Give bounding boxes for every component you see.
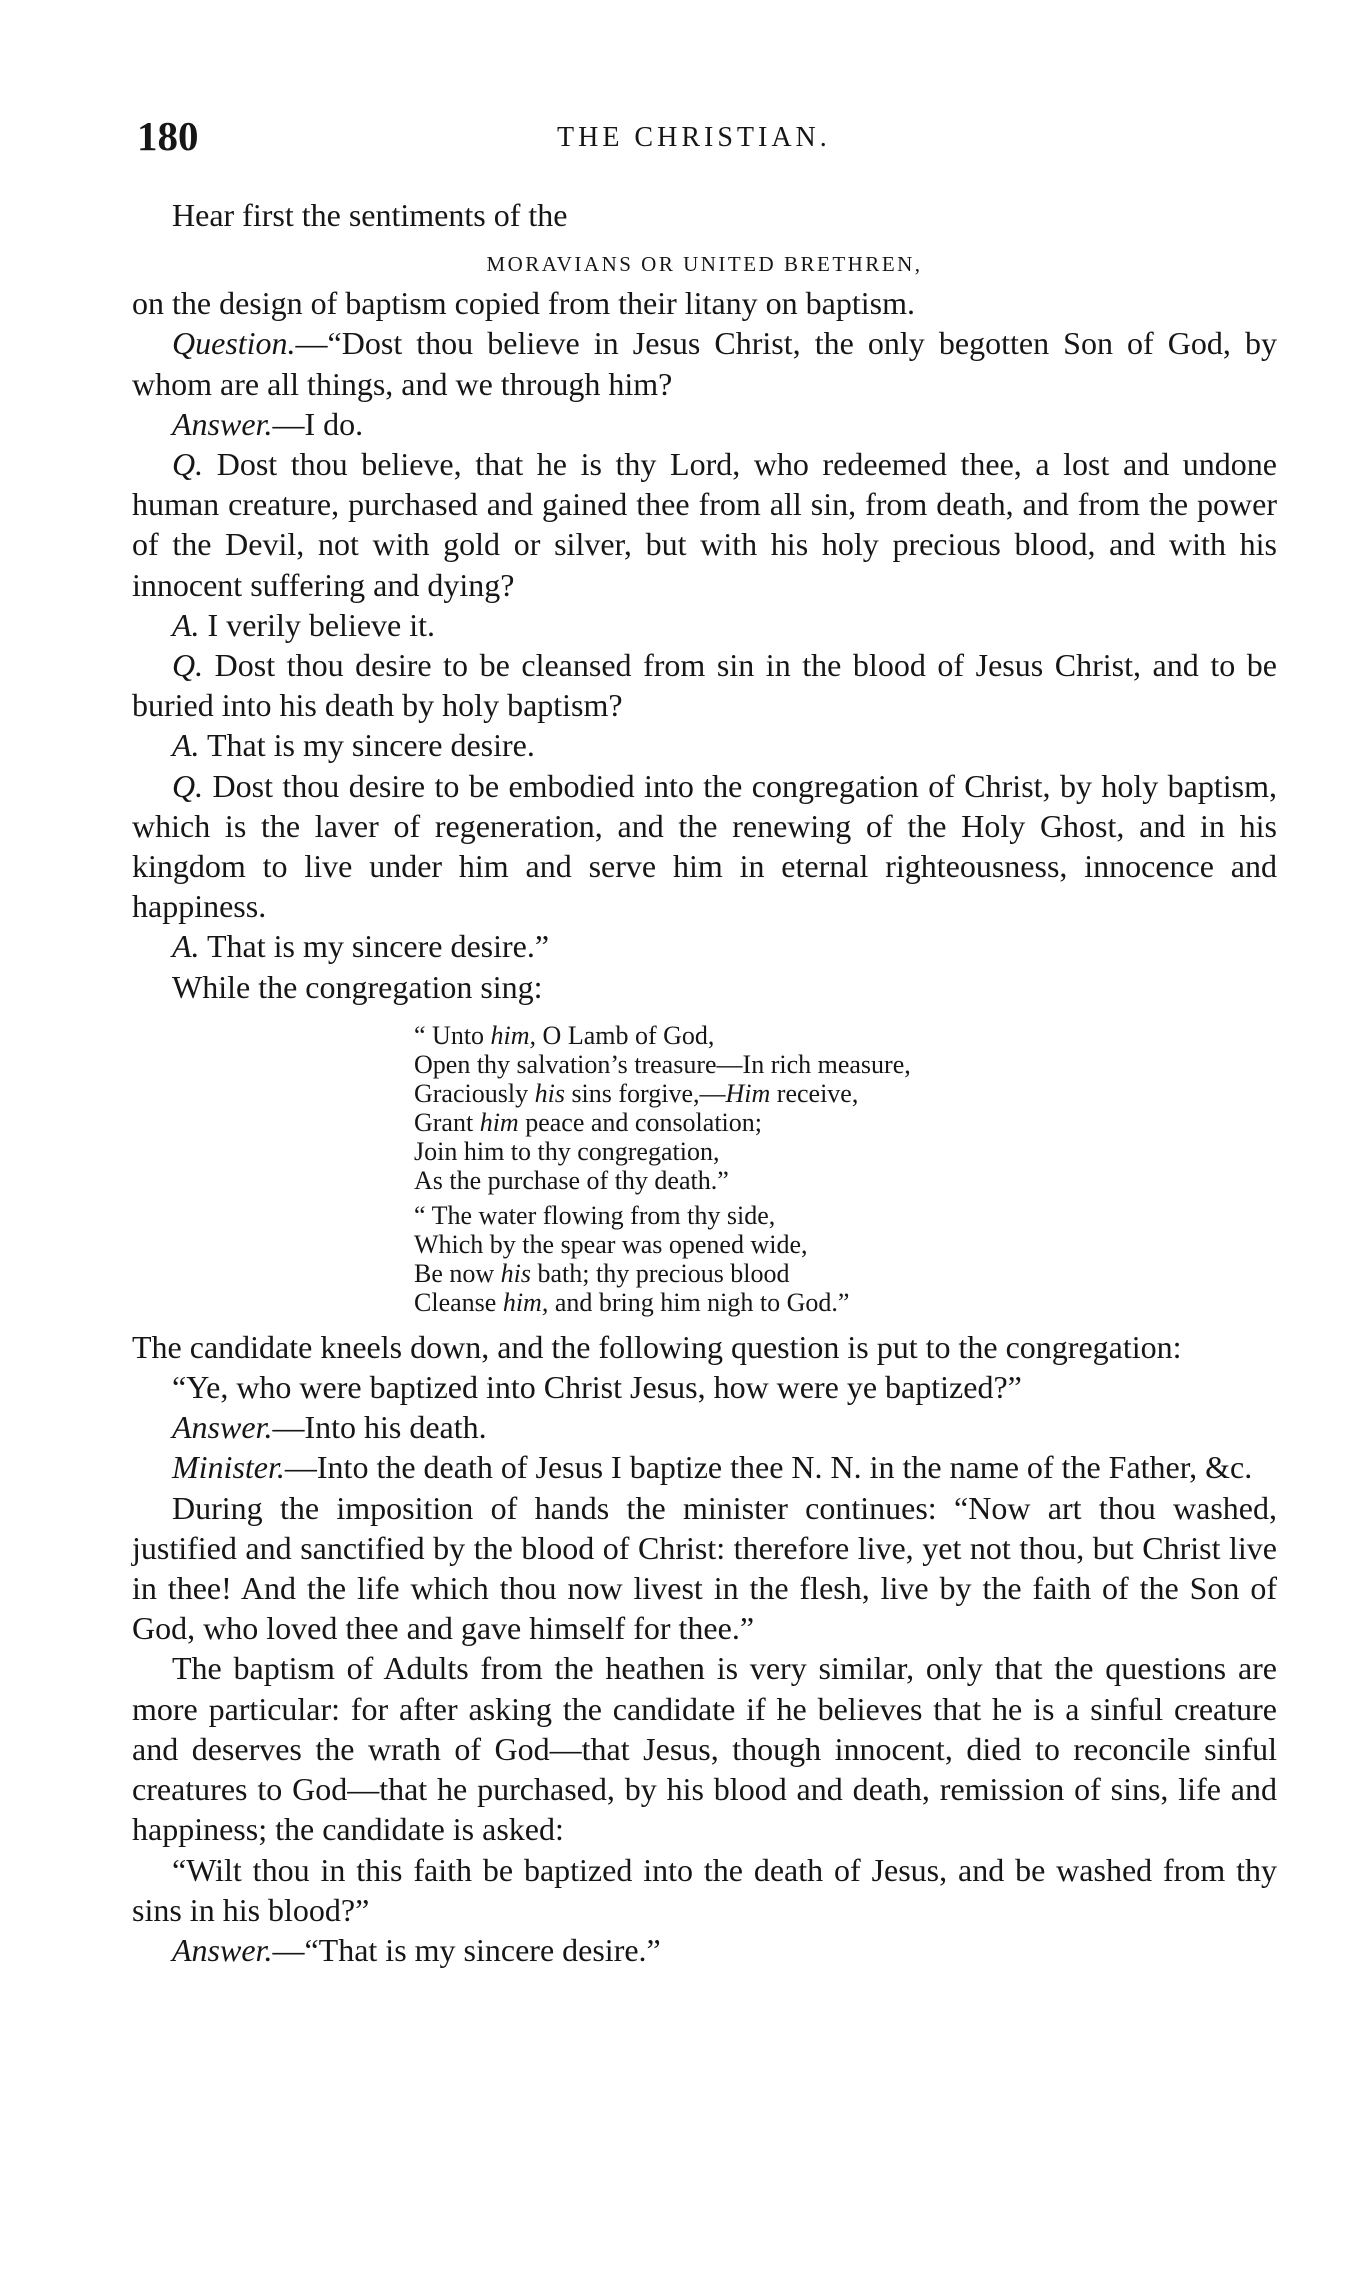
hymn-text: “ Unto — [414, 1020, 491, 1050]
paragraph — [132, 725, 1277, 765]
hymn-text: As the purchase of thy death.” — [414, 1165, 729, 1195]
hymn-emphasis: him, — [490, 1020, 537, 1050]
paragraph — [132, 1407, 1277, 1447]
paragraph — [132, 1648, 1277, 1849]
hymn-text: Cleanse — [414, 1287, 503, 1317]
speaker-label: Minister. — [172, 1449, 285, 1486]
hymn — [414, 1021, 1277, 1317]
paragraph-text: That is my sincere desire.” — [199, 928, 550, 965]
hymn-emphasis: his — [500, 1258, 532, 1288]
intro-line: Hear first the sentiments of the — [172, 197, 568, 233]
paragraph-text: —Into his death. — [272, 1409, 487, 1446]
speaker-label: Answer. — [172, 1931, 273, 1968]
hymn-line — [414, 1288, 1277, 1317]
litany-paragraphs — [132, 283, 1277, 1007]
hymn-text: Join him to thy congregation, — [414, 1136, 720, 1166]
hymn-text: Which by the spear was opened wide, — [414, 1229, 808, 1259]
paragraph — [132, 1488, 1277, 1649]
hymn-line — [414, 1079, 1277, 1108]
speaker-label: A. — [172, 727, 200, 764]
speaker-label: Q. — [172, 446, 204, 483]
paragraph — [132, 283, 1277, 323]
hymn-line — [414, 1166, 1277, 1195]
paragraph-text: —I do. — [272, 405, 364, 442]
paragraph — [132, 605, 1277, 645]
paragraph — [132, 1367, 1277, 1407]
paragraph-text: “Ye, who were baptized into Christ Jesus, how were ye baptized?” — [172, 1369, 1022, 1406]
paragraph-text: —Into the death of Jesus I baptize thee N. N. in the name of the Father, &c. — [284, 1449, 1253, 1486]
hymn-emphasis: him, — [502, 1287, 549, 1317]
paragraph — [132, 1327, 1277, 1367]
speaker-label: Q. — [172, 767, 204, 804]
paragraph — [132, 926, 1277, 966]
speaker-label: A. — [172, 606, 200, 643]
speaker-label: Question. — [172, 325, 296, 362]
paragraph-text: The baptism of Adults from the heathen is very similar, only that the questions are more particular: for after asking the candidate if he believes that he is a sinful creature and deserves the wrath of God—that Jesus, though innocent, died to reconcile sinful creatures to God—that he purchased, by his blood and death, remission of sins, life and happiness; the candidate is asked: — [132, 1650, 1277, 1848]
hymn-text: Graciously — [414, 1078, 535, 1108]
paragraph — [132, 967, 1277, 1007]
speaker-label: A. — [172, 928, 200, 965]
paragraph — [132, 1930, 1277, 1970]
paragraph — [132, 1447, 1277, 1487]
hymn-text: bath; thy precious blood — [531, 1258, 790, 1288]
speaker-label: Answer. — [172, 1409, 273, 1446]
paragraph — [132, 645, 1277, 725]
hymn-line — [414, 1108, 1277, 1137]
hymn-text: Open thy salvation’s treasure—In rich measure, — [414, 1049, 911, 1079]
section-heading: MORAVIANS OR UNITED BRETHREN, — [486, 252, 923, 277]
hymn-emphasis: him — [479, 1107, 519, 1137]
speaker-label: Q. — [172, 647, 204, 684]
hymn-line — [414, 1201, 1277, 1230]
paragraph-text: “Wilt thou in this faith be baptized into the death of Jesus, and be washed from thy sins in his blood?” — [132, 1851, 1277, 1928]
hymn-line — [414, 1230, 1277, 1259]
paragraph — [132, 404, 1277, 444]
hymn-line — [414, 1137, 1277, 1166]
paragraph-text: —“Dost thou believe in Jesus Christ, the only begotten Son of God, by whom are all things, and we through him? — [132, 325, 1277, 402]
hymn-emphasis: his — [534, 1078, 565, 1108]
hymn-text: Be now — [414, 1258, 501, 1288]
hymn-text: Grant — [414, 1107, 480, 1137]
paragraph — [132, 444, 1277, 605]
paragraph-text: on the design of baptism copied from their litany on baptism. — [132, 285, 915, 322]
paragraph-text: While the congregation sing: — [172, 968, 543, 1005]
hymn-text: and bring him nigh to God.” — [548, 1287, 850, 1317]
paragraph-text: That is my sincere desire. — [199, 727, 535, 764]
hymn-line — [414, 1050, 1277, 1079]
paragraph-text: Dost thou desire to be embodied into the congregation of Christ, by holy baptism, which is the laver of regeneration, and the renewing of the Holy Ghost, and in his kingdom to live under him and serve him in eternal righteousness, innocence and happiness. — [132, 767, 1277, 925]
paragraph-text: Dost thou desire to be cleansed from sin in the blood of Jesus Christ, and to be buried into his death by holy baptism? — [132, 647, 1277, 724]
paragraph-text: The candidate kneels down, and the following question is put to the congregation: — [132, 1328, 1182, 1365]
paragraph-text: I verily believe it. — [199, 606, 436, 643]
page-body — [132, 195, 1277, 1970]
paragraph-text: Dost thou believe, that he is thy Lord, who redeemed thee, a lost and undone human creature, purchased and gained thee from all sin, from death, and from the power of the Devil, not with gold or silver, but with his holy precious blood, and with his innocent suffering and dying? — [132, 446, 1277, 603]
hymn-line — [414, 1021, 1277, 1050]
hymn-text: receive, — [770, 1078, 859, 1108]
hymn-text: peace and consolation; — [518, 1107, 762, 1137]
page-header — [137, 112, 1277, 172]
paragraph-text: During the imposition of hands the minister continues: “Now art thou washed, justified and sanctified by the blood of Christ: therefore live, yet not thou, but Christ live in thee! And the life which thou now livest in the flesh, live by the faith of the Son of God, who loved thee and gave himself for thee.” — [132, 1489, 1277, 1647]
paragraph-text: —“That is my sincere desire.” — [272, 1931, 661, 1968]
page-number: 180 — [137, 113, 199, 159]
closing-paragraphs — [132, 1327, 1277, 1970]
hymn-stanza-1 — [414, 1021, 1277, 1195]
hymn-text: “ The water flowing from thy side, — [414, 1200, 776, 1230]
speaker-label: Answer. — [172, 405, 273, 442]
hymn-emphasis: Him — [725, 1078, 771, 1108]
paragraph — [132, 323, 1277, 403]
running-title: THE CHRISTIAN. — [557, 122, 831, 153]
paragraph — [132, 1850, 1277, 1930]
hymn-line — [414, 1259, 1277, 1288]
hymn-text: O Lamb of God, — [536, 1020, 715, 1050]
paragraph — [132, 766, 1277, 927]
hymn-text: sins forgive,— — [564, 1078, 726, 1108]
hymn-stanza-2 — [414, 1201, 1277, 1317]
